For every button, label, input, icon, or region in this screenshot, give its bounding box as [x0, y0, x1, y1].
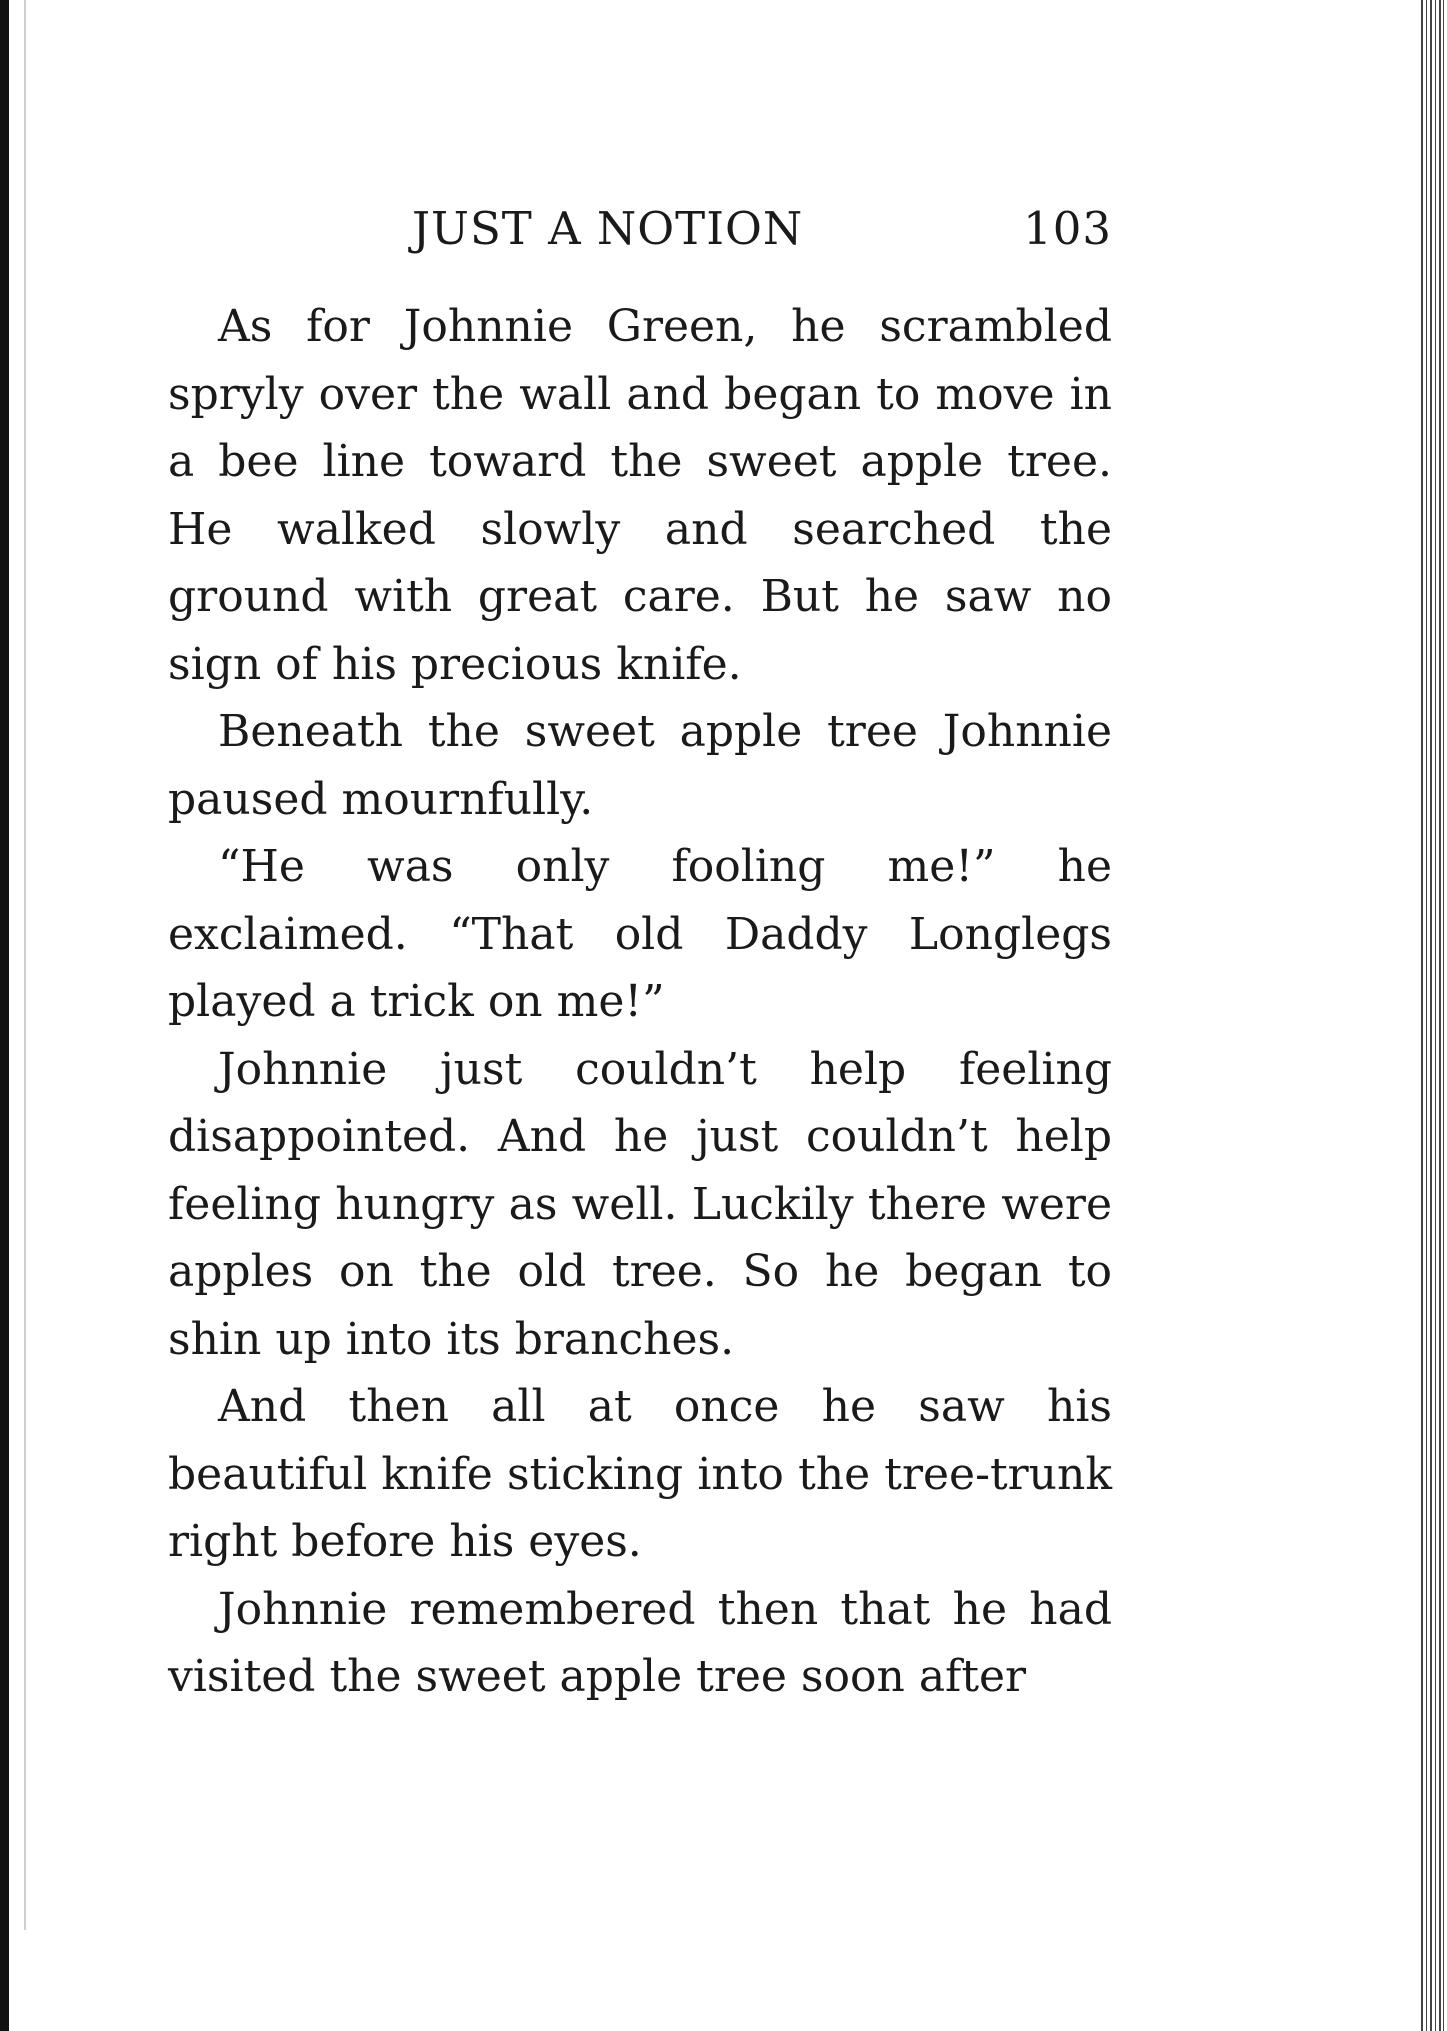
- paragraph: “He was only fooling me!” he exclaimed. “That old Daddy Longlegs played a trick on me!”: [168, 841, 1112, 1027]
- paragraph: Johnnie remembered then that he had visited the sweet apple tree soon after: [168, 1583, 1112, 1702]
- running-title: JUST A NOTION: [412, 202, 804, 255]
- margin-line: [24, 0, 26, 1930]
- paragraph: Beneath the sweet apple tree Johnnie paused mournfully.: [168, 706, 1112, 825]
- page-edges: [1417, 0, 1447, 2031]
- paragraph: And then all at once he saw his beautiful knife sticking into the tree-trunk right before his eyes.: [168, 1381, 1112, 1567]
- paragraph: Johnnie just couldn’t help feeling disappointed. And he just couldn’t help feeling hungry as well. Luckily there were apples on the old tree. So he began to shin up into its branches.: [168, 1043, 1112, 1365]
- binding-edge: [0, 0, 9, 2031]
- body-text: [168, 293, 1112, 1711]
- running-header: [168, 202, 1112, 262]
- page-number: 103: [1023, 202, 1112, 255]
- paragraph: As for Johnnie Green, he scrambled spryly over the wall and began to move in a bee line toward the sweet apple tree. He walked slowly and searched the ground with great care. But he saw no sign of his precious knife.: [168, 301, 1112, 690]
